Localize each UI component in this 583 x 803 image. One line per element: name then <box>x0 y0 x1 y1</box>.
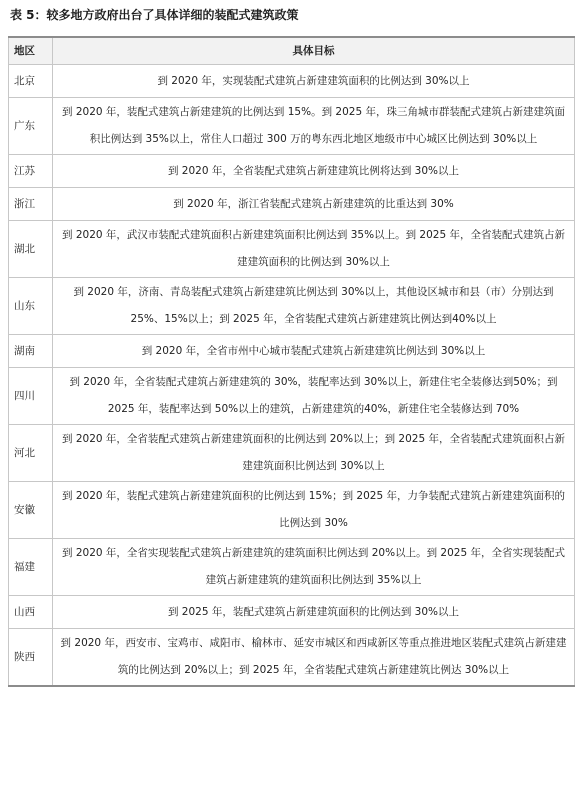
header-target: 具体目标 <box>53 37 575 65</box>
header-region: 地区 <box>9 37 53 65</box>
region-cell: 福建 <box>9 539 53 596</box>
target-cell: 到 2020 年，西安市、宝鸡市、咸阳市、榆林市、延安市城区和西咸新区等重点推进地区装配式建筑占新建建筑的比例达到 20%以上；到 2025 年，全省装配式建筑占新建建筑比例达 30%以上 <box>53 629 575 687</box>
target-cell: 到 2020 年，全省装配式建筑占新建建筑面积的比例达到 20%以上；到 2025 年，全省装配式建筑面积占新建建筑面积比例达到 30%以上 <box>53 425 575 482</box>
region-cell: 江苏 <box>9 155 53 188</box>
table-row <box>9 482 575 539</box>
target-cell: 到 2020 年，装配式建筑占新建建筑的比例达到 15%。到 2025 年，珠三角城市群装配式建筑占新建建筑面积比例达到 35%以上，常住人口超过 300 万的粤东西北地区地级市中心城区比例达到 30%以上 <box>53 98 575 155</box>
region-cell: 广东 <box>9 98 53 155</box>
target-cell: 到 2020 年，全省实现装配式建筑占新建建筑的建筑面积比例达到 20%以上。到 2025 年，全省实现装配式建筑占新建建筑的建筑面积比例达到 35%以上 <box>53 539 575 596</box>
table-row <box>9 368 575 425</box>
table-row <box>9 188 575 221</box>
region-cell: 陕西 <box>9 629 53 687</box>
target-cell: 到 2025 年，装配式建筑占新建建筑面积的比例达到 30%以上 <box>53 596 575 629</box>
table-row <box>9 539 575 596</box>
policy-table <box>8 36 575 687</box>
table-row <box>9 335 575 368</box>
table-header-row <box>9 37 575 65</box>
target-cell: 到 2020 年，装配式建筑占新建建筑面积的比例达到 15%；到 2025 年，力争装配式建筑占新建建筑面积的比例达到 30% <box>53 482 575 539</box>
region-cell: 浙江 <box>9 188 53 221</box>
target-cell: 到 2020 年，实现装配式建筑占新建建筑面积的比例达到 30%以上 <box>53 65 575 98</box>
region-cell: 湖南 <box>9 335 53 368</box>
table-row <box>9 596 575 629</box>
region-cell: 安徽 <box>9 482 53 539</box>
table-row <box>9 155 575 188</box>
table-row <box>9 425 575 482</box>
table-row <box>9 629 575 687</box>
region-cell: 北京 <box>9 65 53 98</box>
region-cell: 山西 <box>9 596 53 629</box>
target-cell: 到 2020 年，全省装配式建筑占新建建筑的 30%，装配率达到 30%以上，新建住宅全装修达到50%；到 2025 年，装配率达到 50%以上的建筑，占新建建筑的40%，新建住宅全装修达到 70% <box>53 368 575 425</box>
region-cell: 山东 <box>9 278 53 335</box>
target-cell: 到 2020 年，全省市州中心城市装配式建筑占新建建筑比例达到 30%以上 <box>53 335 575 368</box>
region-cell: 湖北 <box>9 221 53 278</box>
table-row <box>9 278 575 335</box>
policy-table-container <box>8 36 574 687</box>
region-cell: 河北 <box>9 425 53 482</box>
region-cell: 四川 <box>9 368 53 425</box>
table-row <box>9 98 575 155</box>
target-cell: 到 2020 年，浙江省装配式建筑占新建建筑的比重达到 30% <box>53 188 575 221</box>
table-row <box>9 65 575 98</box>
table-row <box>9 221 575 278</box>
target-cell: 到 2020 年，全省装配式建筑占新建建筑比例将达到 30%以上 <box>53 155 575 188</box>
target-cell: 到 2020 年，武汉市装配式建筑面积占新建建筑面积比例达到 35%以上。到 2025 年，全省装配式建筑占新建建筑面积的比例达到 30%以上 <box>53 221 575 278</box>
table-caption: 表 5：较多地方政府出台了具体详细的装配式建筑政策 <box>10 8 299 22</box>
target-cell: 到 2020 年，济南、青岛装配式建筑占新建建筑比例达到 30%以上，其他设区城市和县（市）分别达到 25%、15%以上；到 2025 年，全省装配式建筑占新建建筑比例达到40%以上 <box>53 278 575 335</box>
